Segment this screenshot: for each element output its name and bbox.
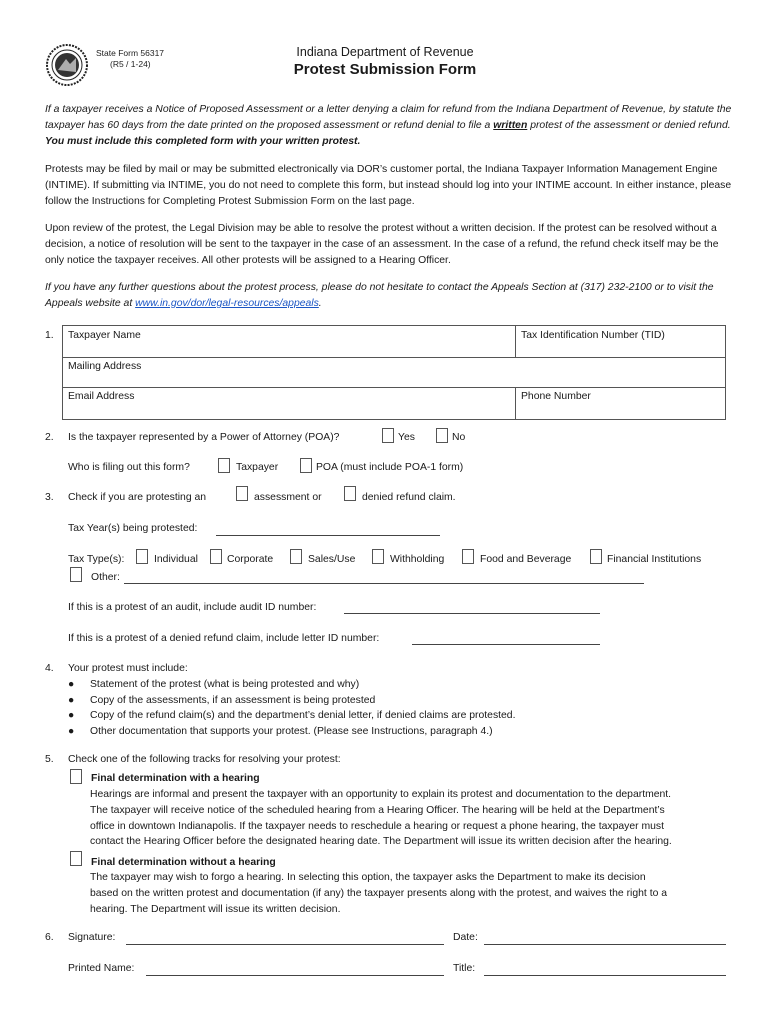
section-number-4: 4.: [45, 663, 54, 674]
no-hearing-text-line: The taxpayer may wish to forgo a hearing. In selecting this option, the taxpayer asks the Department to make its decision: [90, 872, 646, 883]
denied-refund-checkbox[interactable]: [344, 486, 356, 501]
department-name: Indiana Department of Revenue: [296, 45, 474, 59]
title-input[interactable]: [484, 975, 726, 976]
tax-types-label: Tax Type(s):: [68, 554, 125, 565]
section-number-6: 6.: [45, 932, 54, 943]
list-item: Copy of the assessments, if an assessment is being protested: [90, 695, 376, 706]
hearing-track-title: Final determination with a hearing: [91, 773, 260, 784]
section-number-1: 1.: [45, 330, 54, 341]
filer-taxpayer-label: Taxpayer: [236, 462, 279, 473]
filer-poa-label: POA (must include POA-1 form): [316, 462, 464, 473]
no-hearing-text-line: based on the written protest and documentation (if any) the taxpayer presents along with the protest, and waives the right to a: [90, 888, 668, 899]
bullet-1: ●: [68, 679, 75, 690]
tax-type-sales-use-label: Sales/Use: [308, 554, 356, 565]
tax-type-withholding-checkbox[interactable]: [372, 549, 384, 564]
title-label: Title:: [453, 963, 476, 974]
bullet-2: ●: [68, 695, 75, 706]
phone-number-field[interactable]: Phone Number: [521, 391, 591, 402]
tax-type-food-beverage-label: Food and Beverage: [480, 554, 572, 565]
no-hearing-text-line: hearing. The Department will issue its written decision.: [90, 904, 341, 915]
no-hearing-track-checkbox[interactable]: [70, 851, 82, 866]
assessment-checkbox[interactable]: [236, 486, 248, 501]
tax-type-financial-label: Financial Institutions: [607, 554, 702, 565]
taxpayer-name-field[interactable]: Taxpayer Name: [68, 330, 141, 341]
tax-years-label: Tax Year(s) being protested:: [68, 523, 198, 534]
poa-no-label: No: [452, 432, 466, 443]
tax-type-withholding-label: Withholding: [390, 554, 445, 565]
intro-paragraph-2: Protests may be filed by mail or may be submitted electronically via DOR’s customer portal, the Indiana Taxpayer Information Management Engine (INTIME). If submitting via INTIME, you do not need to complete this form, but instead should log into your INTIME account. In either instance, please follow the Instructions for Completing Protest Submission Form on the last page.: [45, 164, 732, 207]
poa-yes-checkbox[interactable]: [382, 428, 394, 443]
letter-id-input[interactable]: [412, 644, 600, 645]
poa-yes-label: Yes: [398, 432, 415, 443]
date-label: Date:: [453, 932, 478, 943]
who-filing-question: Who is filing out this form?: [68, 462, 190, 473]
mailing-address-field[interactable]: Mailing Address: [68, 361, 142, 372]
tax-type-other-label: Other:: [91, 572, 120, 583]
tax-type-corporate-label: Corporate: [227, 554, 274, 565]
poa-question: Is the taxpayer represented by a Power of Attorney (POA)?: [68, 432, 340, 443]
section-number-5: 5.: [45, 754, 54, 765]
list-item: Statement of the protest (what is being protested and why): [90, 679, 360, 690]
tax-type-food-beverage-checkbox[interactable]: [462, 549, 474, 564]
filer-taxpayer-checkbox[interactable]: [218, 458, 230, 473]
form-number: State Form 56317 (R5 / 1-24): [96, 48, 165, 69]
tax-type-individual-checkbox[interactable]: [136, 549, 148, 564]
tax-type-corporate-checkbox[interactable]: [210, 549, 222, 564]
list-item: Other documentation that supports your protest. (Please see Instructions, paragraph 4.): [90, 726, 493, 737]
audit-id-label: If this is a protest of an audit, include audit ID number:: [68, 602, 317, 613]
tax-type-sales-use-checkbox[interactable]: [290, 549, 302, 564]
denied-refund-label: denied refund claim.: [362, 492, 456, 503]
tid-field[interactable]: Tax Identification Number (TID): [521, 330, 665, 341]
page-title: Protest Submission Form: [293, 61, 477, 78]
assessment-label: assessment or: [254, 492, 322, 503]
filer-poa-checkbox[interactable]: [300, 458, 312, 473]
no-hearing-track-title: Final determination without a hearing: [91, 857, 276, 868]
section-number-2: 2.: [45, 432, 54, 443]
date-input[interactable]: [484, 944, 726, 945]
tracks-heading: Check one of the following tracks for resolving your protest:: [68, 754, 341, 765]
state-seal-icon: [46, 44, 88, 86]
signature-label: Signature:: [68, 932, 116, 943]
intro-paragraph-3: Upon review of the protest, the Legal Division may be able to resolve the protest without a written decision. If the protest can be resolved without a decision, a notice of resolution will be sent to the taxpayer in the case of an assessment. In the case of a refund, the refund check itself may be the only notice the taxpayer receives. All other protests will be assigned to a Hearing Officer.: [45, 223, 719, 266]
tax-years-input[interactable]: [216, 535, 440, 536]
tax-type-other-checkbox[interactable]: [70, 567, 82, 582]
section-number-3: 3.: [45, 492, 54, 503]
letter-id-label: If this is a protest of a denied refund claim, include letter ID number:: [68, 633, 380, 644]
hearing-text-line: contact the Hearing Officer before the designated hearing date. The Department will issue its written decision after the hearing.: [90, 836, 672, 847]
protest-type-question: Check if you are protesting an: [68, 492, 207, 503]
bullet-3: ●: [68, 710, 75, 721]
hearing-track-checkbox[interactable]: [70, 769, 82, 784]
hearing-text-line: Hearings are informal and present the taxpayer with an opportunity to explain its protest and documentation to the department.: [90, 789, 672, 800]
appeals-website-link[interactable]: www.in.gov/dor/legal-resources/appeals: [135, 298, 319, 309]
hearing-text-line: office in downtown Indianapolis. If the taxpayer needs to reschedule a hearing or request a phone hearing, the taxpayer must: [90, 821, 664, 832]
protest-includes-heading: Your protest must include:: [68, 663, 188, 674]
signature-input[interactable]: [126, 944, 444, 945]
hearing-text-line: The taxpayer will receive notice of the scheduled hearing from a Hearing Officer. The hearing will be held at the Department’s: [90, 805, 665, 816]
intro-paragraph-1: If a taxpayer receives a Notice of Proposed Assessment or a letter denying a claim for refund from the Indiana Department of Revenue, by statute the taxpayer has 60 days from the date printed on the proposed assessment or refund denial to file a written protest of the assessment or denied refund. You must include this completed form with your written protest.: [45, 104, 732, 147]
poa-no-checkbox[interactable]: [436, 428, 448, 443]
printed-name-label: Printed Name:: [68, 963, 135, 974]
intro-paragraph-4: If you have any further questions about the protest process, please do not hesitate to contact the Appeals Section at (317) 232-2100 or to visit the Appeals website at www.in.gov/dor/legal-resources/appeals.: [45, 282, 714, 309]
audit-id-input[interactable]: [344, 613, 600, 614]
tax-type-individual-label: Individual: [154, 554, 198, 565]
printed-name-input[interactable]: [146, 975, 444, 976]
bullet-4: ●: [68, 726, 75, 737]
tax-type-other-input[interactable]: [124, 583, 644, 584]
list-item: Copy of the refund claim(s) and the department’s denial letter, if denied claims are protested.: [90, 710, 516, 721]
tax-type-financial-checkbox[interactable]: [590, 549, 602, 564]
email-address-field[interactable]: Email Address: [68, 391, 135, 402]
